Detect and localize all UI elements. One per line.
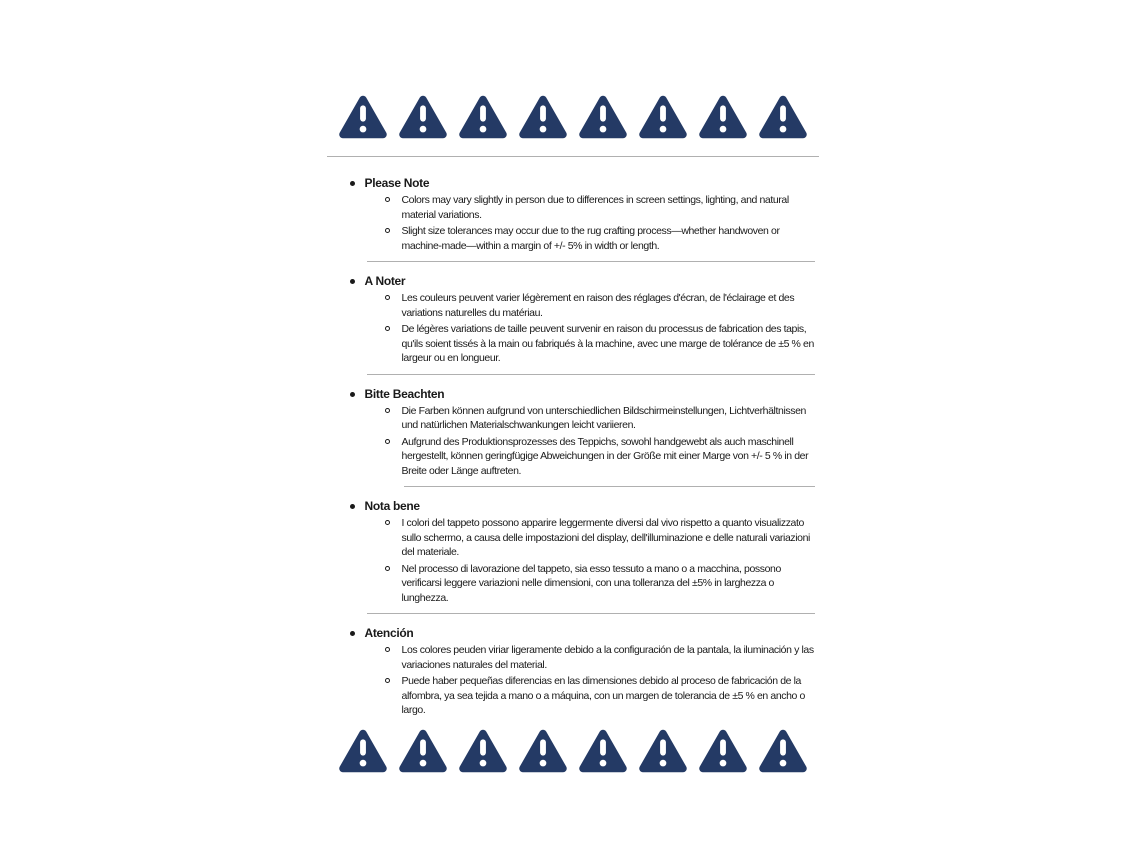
notice-section-english: [327, 176, 819, 253]
document-page: [327, 0, 819, 774]
section-divider: [367, 261, 815, 262]
section-heading: Nota bene: [364, 499, 420, 513]
notice-heading-row: [327, 626, 819, 641]
circle-bullet-icon: [385, 678, 390, 683]
notice-text: I colori del tappeto possono apparire leggermente diversi dal vivo rispetto a quanto visualizzato sullo schermo, a causa delle impostazioni del display, dell'illuminazione e delle naturali variazioni del materiale.: [401, 517, 810, 558]
warning-triangle-icon: [398, 728, 448, 774]
bullet-icon: [350, 631, 355, 636]
warning-triangle-icon: [758, 728, 808, 774]
notice-text: Slight size tolerances may occur due to the rug crafting process—whether handwoven or machine-made—within a margin of +/- 5% in width or length.: [401, 225, 780, 252]
bullet-icon: [350, 279, 355, 284]
notice-text: Les couleurs peuvent varier légèrement en raison des réglages d'écran, de l'éclairage et des variations naturelles du matériau.: [401, 292, 795, 319]
notice-text: Los colores peuden viriar ligeramente debido a la configuración de la pantala, la iluminación y las variaciones naturales del material.: [401, 644, 814, 671]
notice-item: [327, 516, 819, 560]
warning-row-top: [327, 94, 819, 140]
notice-item: [327, 562, 819, 606]
notice-item: [327, 674, 819, 718]
notice-text: De légères variations de taille peuvent survenir en raison du processus de fabrication des tapis, qu'ils soient tissés à la main ou fabriqués à la machine, avec une marge de tolérance de ±5 % en largeur ou en longueur.: [401, 323, 814, 364]
warning-triangle-icon: [338, 94, 388, 140]
circle-bullet-icon: [385, 647, 390, 652]
notice-text: Colors may vary slightly in person due to differences in screen settings, lighting, and natural material variations.: [401, 194, 789, 221]
section-heading: Atención: [364, 626, 414, 640]
section-heading: Bitte Beachten: [364, 386, 445, 401]
warning-triangle-icon: [758, 94, 808, 140]
warning-triangle-icon: [398, 94, 448, 140]
notice-section-spanish: [327, 626, 819, 718]
warning-triangle-icon: [518, 94, 568, 140]
circle-bullet-icon: [385, 295, 390, 300]
notice-heading-row: [327, 274, 819, 289]
section-divider: [404, 486, 815, 487]
warning-triangle-icon: [638, 728, 688, 774]
warning-triangle-icon: [638, 94, 688, 140]
circle-bullet-icon: [385, 326, 390, 331]
notice-text: Die Farben können aufgrund von unterschiedlichen Bildschirmeinstellungen, Lichtverhältnissen und natürlichen Materialschwankungen leicht variieren.: [401, 404, 806, 431]
warning-triangle-icon: [698, 728, 748, 774]
notice-section-german: [327, 387, 819, 479]
notice-text: Nel processo di lavorazione del tappeto, sia esso tessuto a mano o a macchina, possono verificarsi leggere variazioni nelle dimensioni, con una tolleranza del ±5% in larghezza o lunghezza.: [401, 562, 781, 604]
warning-row-bottom: [327, 728, 819, 774]
warning-triangle-icon: [518, 728, 568, 774]
notice-item: [327, 291, 819, 320]
notice-heading-row: [327, 387, 819, 402]
warning-triangle-icon: [338, 728, 388, 774]
notice-text: Aufgrund des Produktionsprozesses des Teppichs, sowohl handgewebt als auch maschinell hergestellt, können geringfügige Abweichungen in der Größe mit einer Marge von +/- 5 % in der Breite oder Länge auftreten.: [401, 435, 809, 477]
notice-item: [327, 193, 819, 222]
section-heading: Please Note: [364, 176, 430, 190]
section-divider: [367, 374, 815, 375]
notice-section-french: [327, 274, 819, 366]
notice-item: [327, 404, 819, 433]
circle-bullet-icon: [385, 520, 390, 525]
warning-triangle-icon: [578, 94, 628, 140]
warning-triangle-icon: [698, 94, 748, 140]
circle-bullet-icon: [385, 197, 390, 202]
notice-text: Puede haber pequeñas diferencias en las dimensiones debido al proceso de fabricación de la alfombra, ya sea tejida a mano o a máquina, con un margen de tolerancia de ±5 % en ancho o largo.: [401, 675, 805, 716]
bullet-icon: [350, 181, 355, 186]
notice-section-italian: [327, 499, 819, 605]
circle-bullet-icon: [385, 439, 390, 444]
bullet-icon: [350, 504, 355, 509]
top-rule: [327, 156, 819, 157]
warning-triangle-icon: [578, 728, 628, 774]
notice-item: [327, 322, 819, 366]
notice-item: [327, 643, 819, 672]
warning-triangle-icon: [458, 94, 508, 140]
notice-heading-row: [327, 499, 819, 514]
circle-bullet-icon: [385, 408, 390, 413]
section-divider: [367, 613, 815, 614]
section-heading: A Noter: [364, 274, 406, 288]
warning-triangle-icon: [458, 728, 508, 774]
notice-heading-row: [327, 176, 819, 191]
notice-item: [327, 224, 819, 253]
circle-bullet-icon: [385, 566, 390, 571]
bullet-icon: [350, 392, 355, 397]
notice-item: [327, 435, 819, 479]
circle-bullet-icon: [385, 228, 390, 233]
